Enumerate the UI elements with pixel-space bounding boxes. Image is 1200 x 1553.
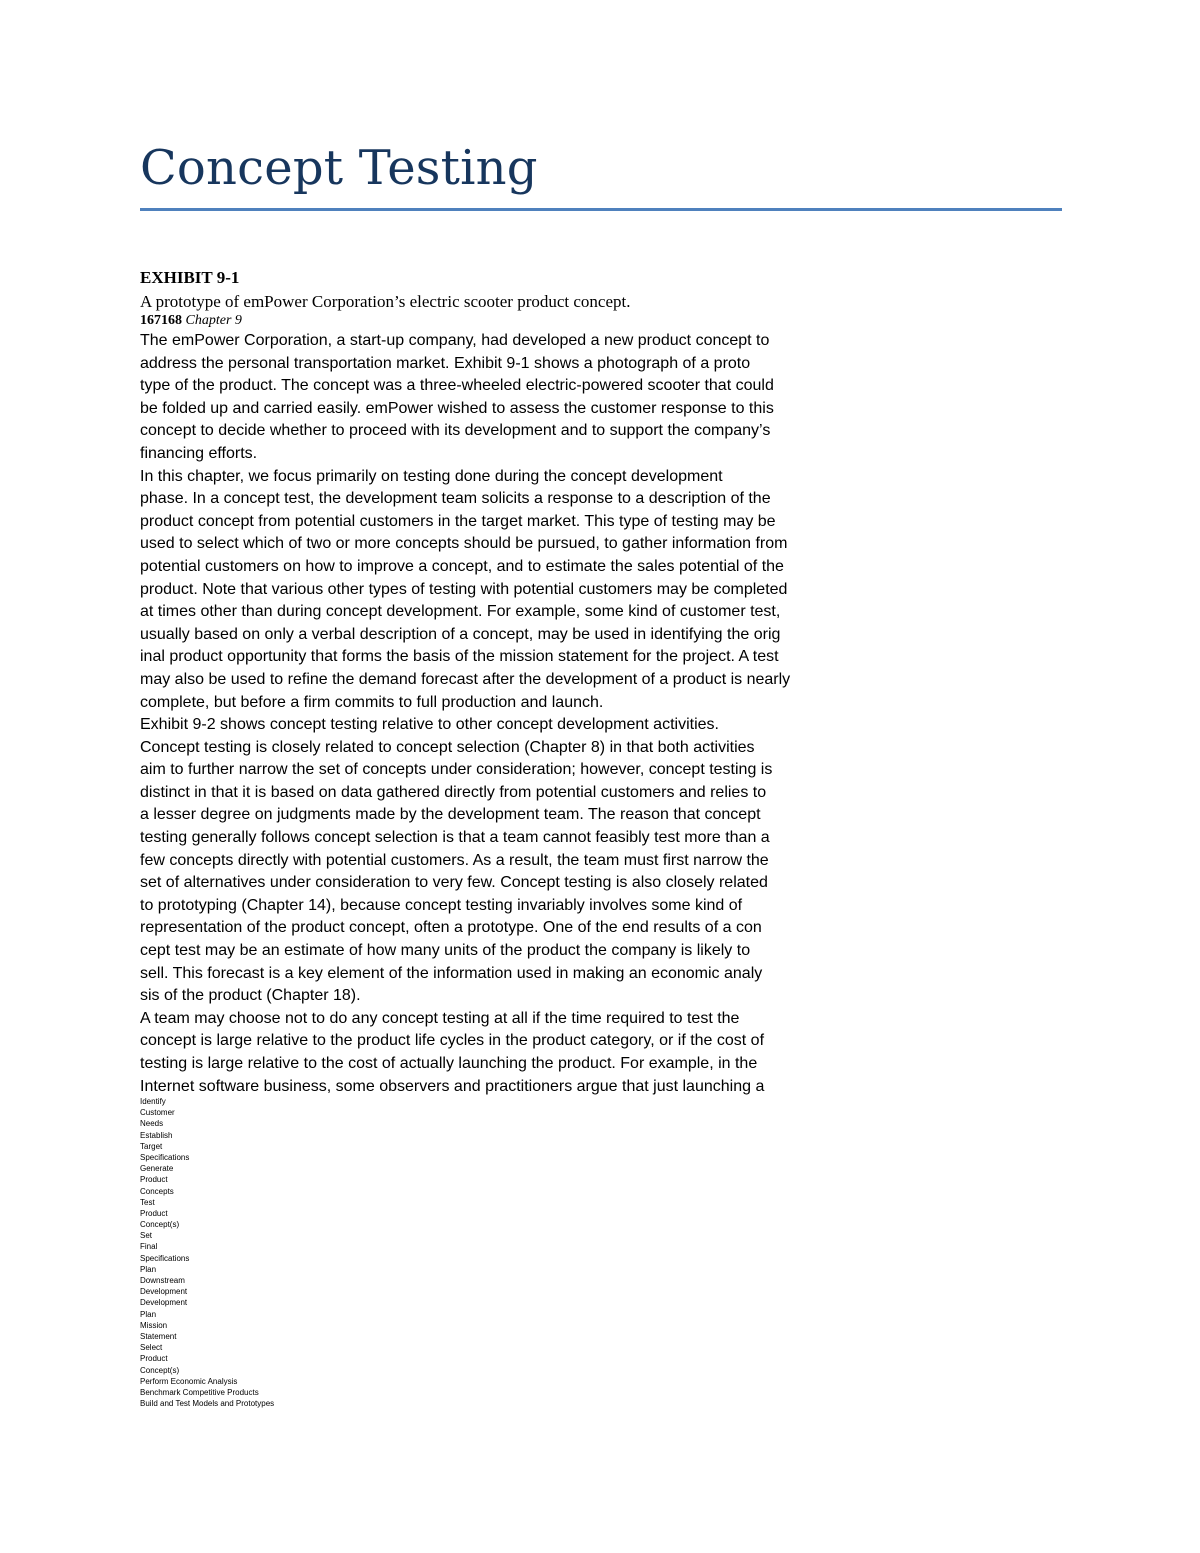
diagram-label: Customer <box>140 1108 175 1118</box>
body-line: distinct in that it is based on data gathered directly from potential customers and relies to <box>140 783 767 801</box>
diagram-label: Benchmark Competitive Products <box>140 1387 259 1397</box>
body-line: concept is large relative to the product life cycles in the product category, or if the cost of <box>140 1032 765 1050</box>
diagram-label: Perform Economic Analysis <box>140 1376 238 1386</box>
exhibit-caption: A prototype of emPower Corporation’s electric scooter product concept. <box>140 292 631 311</box>
body-line: In this chapter, we focus primarily on testing done during the concept development <box>140 467 723 485</box>
body-line: be folded up and carried easily. emPower wished to assess the customer response to this <box>140 399 774 417</box>
body-line: testing is large relative to the cost of actually launching the product. For example, in the <box>140 1055 758 1072</box>
diagram-label: Generate <box>140 1164 174 1174</box>
body-line: Concept testing is closely related to concept selection (Chapter 8) in that both activities <box>140 738 755 756</box>
diagram-label: Mission <box>140 1320 168 1330</box>
body-line: sell. This forecast is a key element of the information used in making an economic analy <box>140 964 763 982</box>
body-line: inal product opportunity that forms the basis of the mission statement for the project. A test <box>140 648 779 666</box>
body-line: product. Note that various other types of testing with potential customers may be completed <box>140 580 788 598</box>
body-line: product concept from potential customers in the target market. This type of testing may be <box>140 512 776 530</box>
diagram-label: Establish <box>140 1130 173 1140</box>
diagram-label: Downstream <box>140 1276 185 1285</box>
diagram-label: Concepts <box>140 1186 174 1196</box>
body-line: type of the product. The concept was a three-wheeled electric-powered scooter that could <box>140 377 774 395</box>
diagram-label: Test <box>140 1197 155 1207</box>
body-line: a lesser degree on judgments made by the development team. The reason that concept <box>140 806 761 824</box>
diagram-labels <box>140 1096 274 1409</box>
diagram-label: Final <box>140 1242 158 1252</box>
body-line: sis of the product (Chapter 18). <box>140 987 361 1005</box>
body-line: few concepts directly with potential customers. As a result, the team must first narrow the <box>140 851 769 869</box>
diagram-label: Target <box>140 1141 163 1151</box>
diagram-label: Needs <box>140 1119 164 1129</box>
diagram-label: Select <box>140 1343 163 1353</box>
body-line: complete, but before a firm commits to full production and launch. <box>140 693 604 711</box>
title-underline <box>140 208 1062 211</box>
body-line: potential customers on how to improve a concept, and to estimate the sales potential of the <box>140 557 784 575</box>
body-line: to prototyping (Chapter 14), because concept testing invariably involves some kind of <box>140 896 743 914</box>
diagram-label: Build and Test Models and Prototypes <box>140 1399 275 1409</box>
diagram-label: Product <box>140 1175 168 1185</box>
exhibit-heading: EXHIBIT 9-1 <box>140 268 240 287</box>
diagram-label: Plan <box>140 1309 157 1319</box>
diagram-label: Specifications <box>140 1152 190 1162</box>
body-line: address the personal transportation market. Exhibit 9-1 shows a photograph of a proto <box>140 354 751 372</box>
body-line: usually based on only a verbal description of a concept, may be used in identifying the orig <box>140 625 781 643</box>
diagram-label: Development <box>140 1298 188 1308</box>
body-line: cept test may be an estimate of how many units of the product the company is likely to <box>140 942 751 960</box>
body-line: financing efforts. <box>140 444 258 462</box>
body-line: aim to further narrow the set of concepts under consideration; however, concept testing is <box>140 761 773 779</box>
chapter-ref-label: Chapter 9 <box>185 313 242 328</box>
diagram-label: Development <box>140 1287 188 1297</box>
body-text <box>140 330 790 1098</box>
body-line: representation of the product concept, often a prototype. One of the end results of a con <box>140 919 762 937</box>
diagram-label: Plan <box>140 1264 157 1274</box>
body-line: phase. In a concept test, the development team solicits a response to a description of the <box>140 490 771 508</box>
diagram-label: Set <box>140 1231 153 1241</box>
body-line: concept to decide whether to proceed with its development and to support the company’s <box>140 422 771 440</box>
body-line: may also be used to refine the demand forecast after the development of a product is nearly <box>140 670 791 688</box>
body-line: A team may choose not to do any concept testing at all if the time required to test the <box>140 1009 740 1027</box>
diagram-label: Specifications <box>140 1253 190 1263</box>
chapter-ref-number: 167168 <box>140 313 182 328</box>
body-line: set of alternatives under consideration to very few. Concept testing is also closely related <box>140 874 768 892</box>
diagram-label: Product <box>140 1208 168 1218</box>
chapter-reference <box>140 313 242 330</box>
body-line: Internet software business, some observers and practitioners argue that just launching a <box>140 1077 765 1095</box>
body-line: The emPower Corporation, a start-up company, had developed a new product concept to <box>140 332 770 349</box>
body-line: at times other than during concept development. For example, some kind of customer test, <box>140 603 781 621</box>
diagram-label: Identify <box>140 1097 166 1106</box>
diagram-label: Concept(s) <box>140 1365 180 1375</box>
diagram-label: Statement <box>140 1331 177 1341</box>
body-line: testing generally follows concept selection is that a team cannot feasibly test more than a <box>140 829 770 847</box>
body-line: used to select which of two or more concepts should be pursued, to gather information from <box>140 535 788 553</box>
body-line: Exhibit 9-2 shows concept testing relative to other concept development activities. <box>140 716 719 734</box>
page-title: Concept Testing <box>140 140 538 196</box>
diagram-label: Concept(s) <box>140 1220 180 1230</box>
diagram-label: Product <box>140 1354 168 1364</box>
